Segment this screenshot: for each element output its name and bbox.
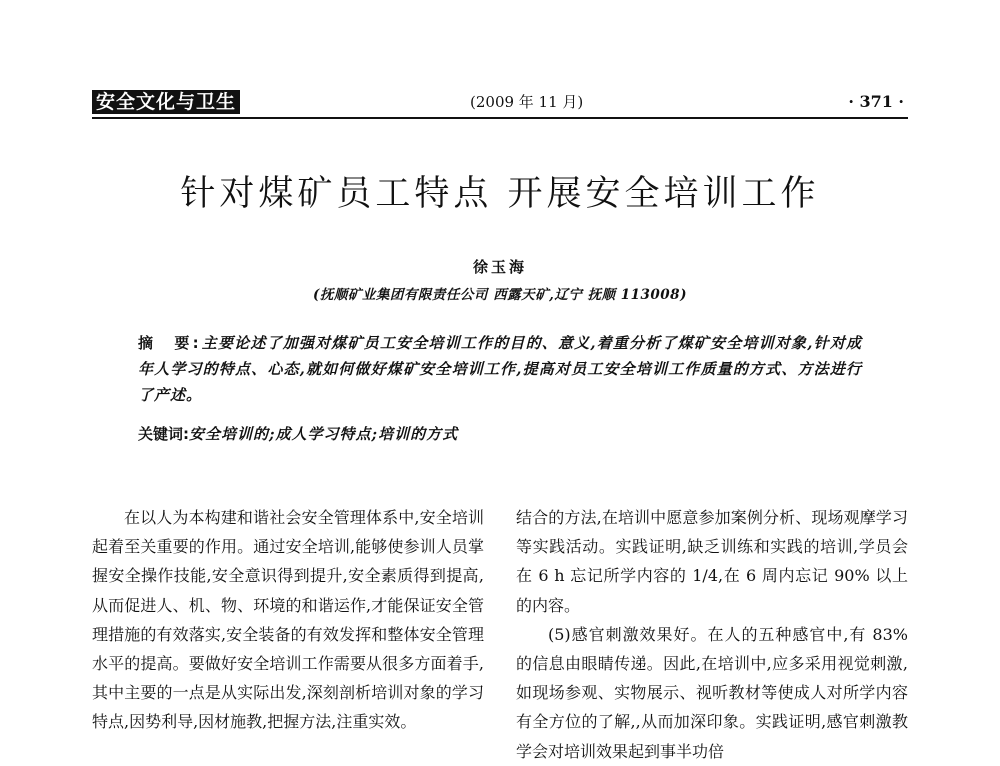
body-column-right [516, 503, 908, 766]
author-name: 徐玉海 [472, 258, 527, 276]
page-number: · 371 · [848, 92, 904, 111]
abstract-text: 主要论述了加强对煤矿员工安全培训工作的目的、意义,着重分析了煤矿安全培训对象,针对成年人学习的特点、心态,就如何做好煤矿安全培训工作,提高对员工安全培训工作质量的方式、方法进行了产述。 [138, 334, 863, 404]
keywords-label: 关键词: [138, 425, 189, 443]
abstract-label: 摘 要: [138, 334, 202, 352]
author-affiliation: (抚顺矿业集团有限责任公司 西露天矿,辽宁 抚顺 113008) [313, 287, 687, 303]
journal-name: 安全文化与卫生 [92, 90, 240, 114]
body-paragraph: 在以人为本构建和谐社会安全管理体系中,安全培训起着至关重要的作用。通过安全培训,能够使参训人员掌握安全操作技能,安全意识得到提升,安全素质得到提高,从而促进人、机、物、环境的和谐运作,才能保证安全管理措施的有效落实,安全装备的有效发挥和整体安全管理水平的提高。要做好安全培训工作需要从很多方面着手,其中主要的一点是从实际出发,深刻剖析培训对象的学习特点,因势利导,因材施教,把握方法,注重实效。 [92, 508, 484, 732]
abstract [138, 330, 862, 408]
header-rule [92, 117, 908, 119]
keywords-text: 安全培训的;成人学习特点;培训的方式 [189, 425, 459, 443]
body-paragraph: 结合的方法,在培训中愿意参加案例分析、现场观摩学习等实践活动。实践证明,缺乏训练和实践的培训,学员会在 6 h 忘记所学内容的 1/4,在 6 周内忘记 90% 以上的内容。 [516, 508, 908, 615]
body-paragraph: (5)感官刺激效果好。在人的五种感官中,有 83% 的信息由眼睛传递。因此,在培训中,应多采用视觉刺激,如现场参观、实物展示、视听教材等使成人对所学内容有全方位的了解,,从而加深印象。实践证明,感官刺激教学会对培训效果起到事半功倍 [516, 624, 908, 761]
keywords [138, 422, 862, 446]
body-column-left [92, 503, 484, 737]
article-title: 针对煤矿员工特点 开展安全培训工作 [180, 174, 820, 214]
issue-date: (2009 年 11 月) [470, 93, 584, 111]
